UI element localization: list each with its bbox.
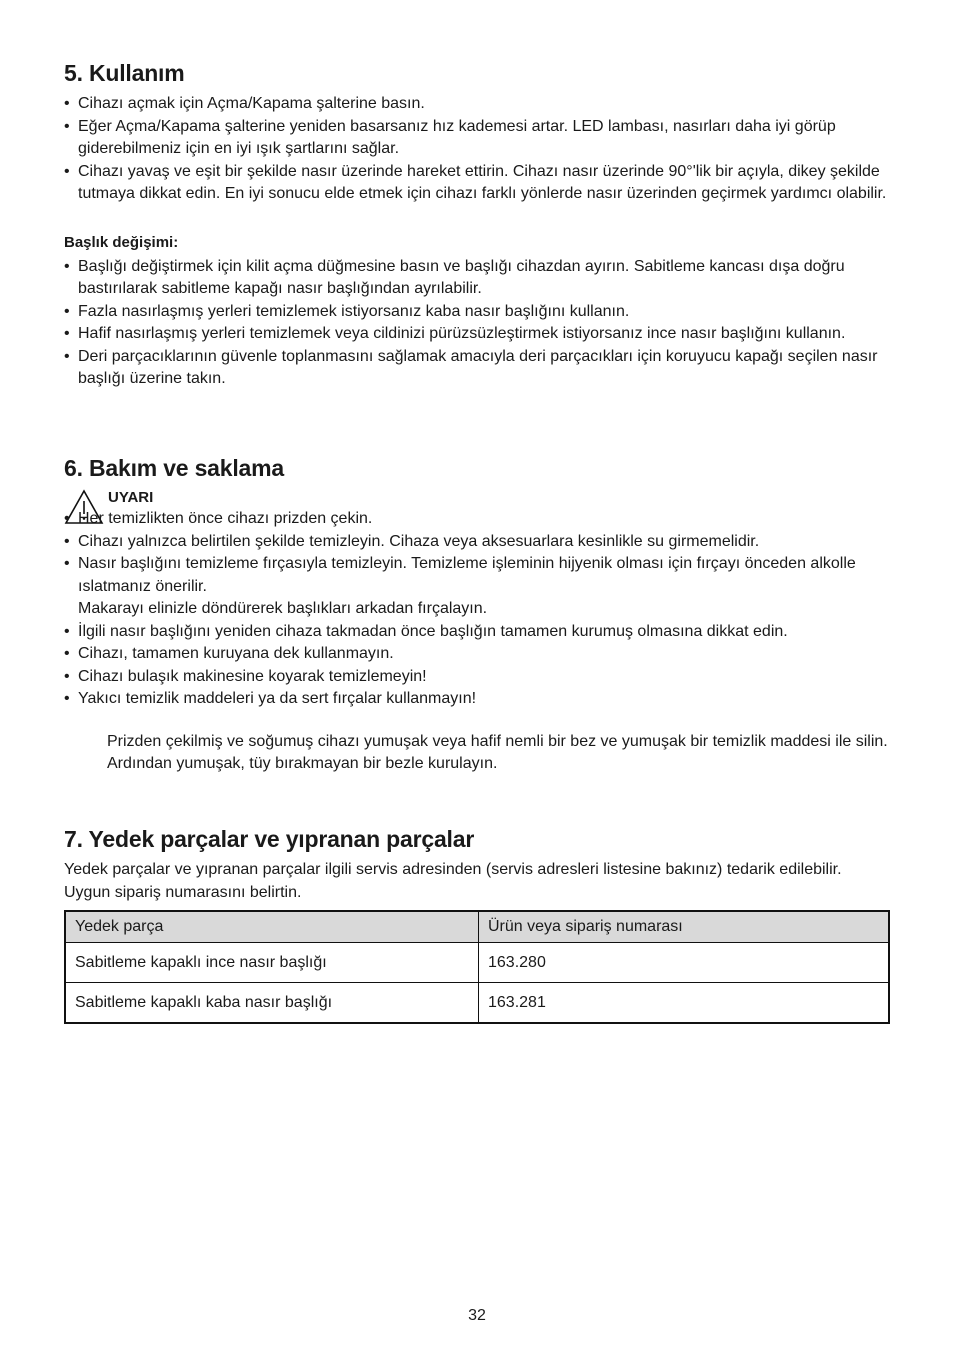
table-row: [65, 943, 889, 983]
list-item: • Hafif nasırlaşmış yerleri temizlemek veya cildinizi pürüzsüzleştirmek istiyorsanız ince nasır başlığını kullanın.: [64, 323, 890, 346]
list-item: • Fazla nasırlaşmış yerleri temizlemek istiyorsanız kaba nasır başlığını kullanın.: [64, 301, 890, 324]
list-item-continuation: Makarayı elinizle döndürerek başlıkları arkadan fırçalayın.: [78, 600, 488, 617]
table-cell: 163.281: [479, 983, 890, 1024]
list-item: • Cihazı açmak için Açma/Kapama şalterine basın.: [64, 93, 890, 116]
list-item: • Yakıcı temizlik maddeleri ya da sert fırçalar kullanmayın!: [64, 688, 890, 711]
list-item: • Başlığı değiştirmek için kilit açma düğmesine basın ve başlığı cihazdan ayırın. Sabitleme kancası dışa doğru bastırılarak sabitleme kapağı nasır başlığından ayrılabilir.: [64, 256, 890, 301]
warning-label: UYARI: [108, 489, 154, 506]
table-header-cell: Yedek parça: [65, 911, 479, 943]
list-item: • Eğer Açma/Kapama şalterine yeniden basarsanız hız kademesi artar. LED lambası, nasırları daha iyi görüp giderebilmeniz için en iyi ışık şartlarını sağlar.: [64, 116, 890, 161]
list-item: • Cihazı bulaşık makinesine koyarak temizlemeyin!: [64, 666, 890, 689]
section-care-storage: [64, 455, 890, 776]
table-cell: Sabitleme kapaklı kaba nasır başlığı: [65, 983, 479, 1024]
table-header-row: [65, 911, 889, 943]
subheading-head-change: Başlık değişimi:: [64, 233, 179, 251]
list-item: • Cihazı, tamamen kuruyana dek kullanmayın.: [64, 643, 890, 666]
list-item: • Cihazı yavaş ve eşit bir şekilde nasır üzerinde hareket ettirin. Cihazı nasır üzerinde 90°'lik bir açıyla, dikey şekilde tutmaya dikkat edin. En iyi sonucu elde etmek için cihazı farklı yönlerde nasır üzerinden geçirmek yardımcı olabilir.: [64, 161, 890, 206]
table-header-cell: Ürün veya sipariş numarası: [479, 911, 890, 943]
list-item-text: Nasır başlığını temizleme fırçasıyla temizleyin. Temizleme işleminin hijyenik olması için fırçayı önceden alkolle ıslatmanız önerilir.: [78, 555, 856, 595]
section-title: 7. Yedek parçalar ve yıpranan parçalar: [64, 826, 475, 852]
table-cell: 163.280: [479, 943, 890, 983]
list-item: [64, 553, 890, 621]
list-item: • Deri parçacıklarının güvenle toplanmasını sağlamak amacıyla deri parçacıkları için koruyucu kapağı seçilen nasır başlığı üzerine takın.: [64, 346, 890, 391]
head-change-list: [64, 256, 890, 391]
cleaning-paragraph: Prizden çekilmiş ve soğumuş cihazı yumuşak veya hafif nemli bir bez ve yumuşak bir temizlik maddesi ile silin. Ardından yumuşak, tüy bırakmayan bir bezle kurulayın.: [107, 732, 888, 772]
list-item: • Her temizlikten önce cihazı prizden çekin.: [64, 508, 890, 531]
table-row: [65, 983, 889, 1024]
table-cell: Sabitleme kapaklı ince nasır başlığı: [65, 943, 479, 983]
list-item: • Cihazı yalnızca belirtilen şekilde temizleyin. Cihaza veya aksesuarlara kesinlikle su girmemelidir.: [64, 531, 890, 554]
section-usage: [64, 60, 890, 391]
care-list: [64, 508, 890, 711]
section-title: 5. Kullanım: [64, 60, 185, 86]
list-item: • İlgili nasır başlığını yeniden cihaza takmadan önce başlığın tamamen kurumuş olmasına dikkat edin.: [64, 621, 890, 644]
usage-list: [64, 93, 890, 206]
spare-parts-intro: Yedek parçalar ve yıpranan parçalar ilgili servis adresinden (servis adresleri listesine bakınız) tedarik edilebilir. Uygun sipariş numarasını belirtin.: [64, 861, 842, 901]
section-title: 6. Bakım ve saklama: [64, 455, 284, 481]
warning-block: [64, 488, 890, 711]
spare-parts-table: [64, 910, 890, 1024]
page-number: 32: [468, 1307, 486, 1324]
section-spare-parts: [64, 826, 890, 1024]
